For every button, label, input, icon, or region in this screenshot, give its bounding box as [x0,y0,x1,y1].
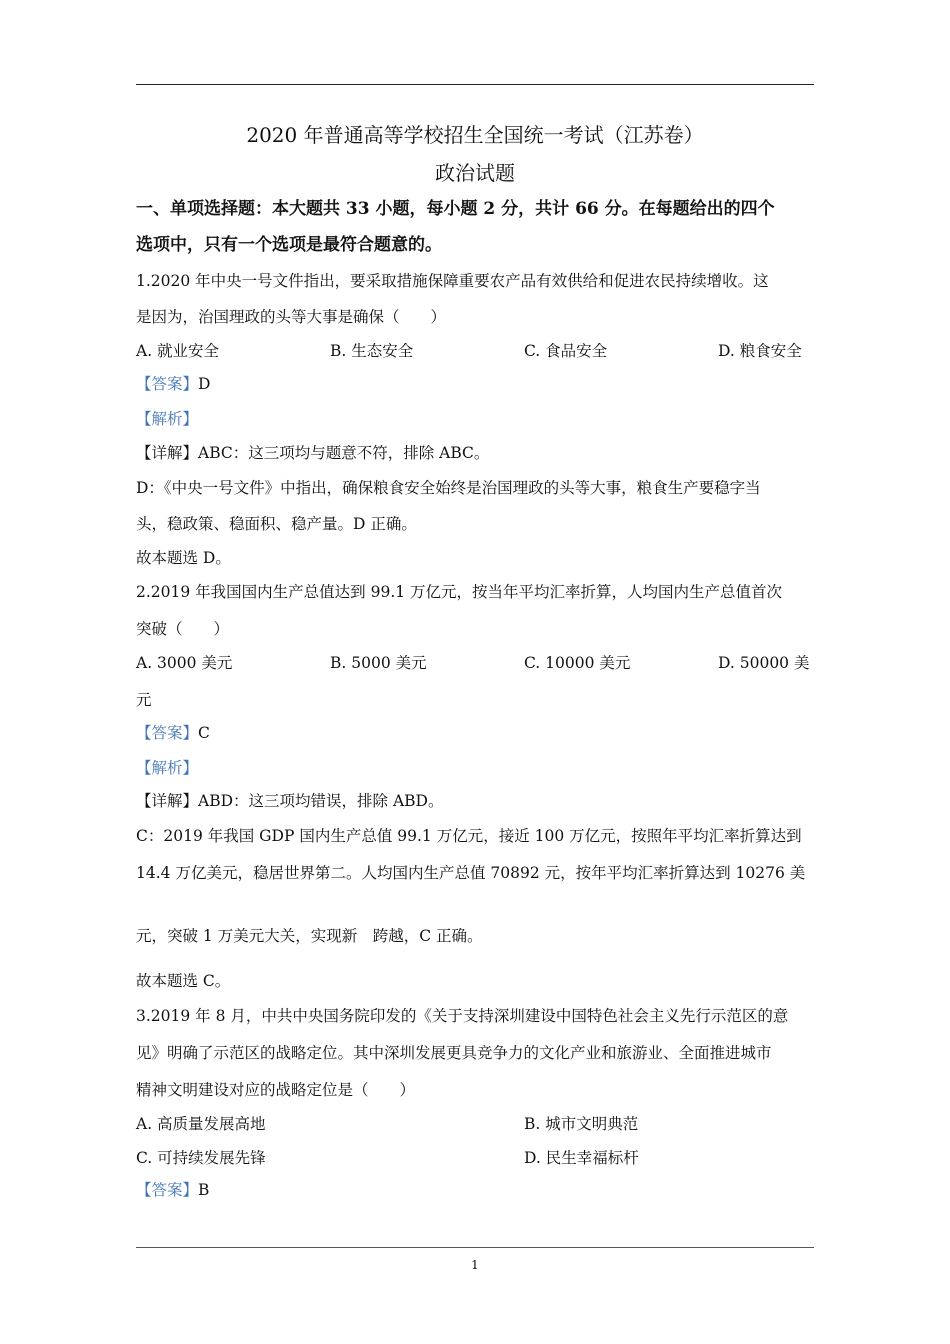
q1-detail-line2: D：《中央一号文件》中指出，确保粮食安全始终是治国理政的头等大事，粮食生产要稳字当 [136,479,761,497]
answer-label: 【答案】 [136,724,199,742]
q1-analysis-label: 【解析】 [136,410,199,428]
q2-stem-line1: 2.2019 年我国国内生产总值达到 99.1 万亿元，按当年平均汇率折算，人均国内生产总值首次 [136,583,783,601]
q1-option-c: C. 食品安全 [524,342,608,360]
q2-stem-line2: 突破（ ） [136,620,230,638]
q2-option-a: A. 3000 美元 [136,654,233,672]
q1-answer-value: D [198,375,211,393]
q1-stem-line1: 1.2020 年中央一号文件指出，要采取措施保障重要农产品有效供给和促进农民持续增收。这 [136,272,769,290]
q2-option-b: B. 5000 美元 [330,654,427,672]
q2-analysis-label: 【解析】 [136,759,199,777]
section-heading-line2: 选项中，只有一个选项是最符合题意的。 [136,235,442,255]
detail-label: 【详解】 [136,444,199,462]
q3-option-d: D. 民生幸福标杆 [524,1149,639,1167]
q2-detail-line1 [136,791,814,811]
q3-option-a: A. 高质量发展高地 [136,1115,266,1133]
answer-label: 【答案】 [136,1181,199,1199]
detail-label: 【详解】 [136,792,199,810]
q3-stem-line3: 精神文明建设对应的战略定位是（ ） [136,1081,416,1099]
q1-answer [136,374,814,394]
section-heading-line1: 一、单项选择题：本大题共 33 小题，每小题 2 分，共计 66 分。在每题给出的四个 [136,199,775,219]
q1-detail-line1 [136,443,814,463]
exam-title: 2020 年普通高等学校招生全国统一考试（江苏卷） [246,123,704,147]
q1-detail-line3: 头，稳政策、稳面积、稳产量。D 正确。 [136,515,417,533]
q2-conclusion: 故本题选 C。 [136,972,231,990]
footer-rule [136,1247,814,1248]
q3-answer-value: B [198,1181,210,1199]
q1-detail-text: ABC：这三项均与题意不符，排除 ABC。 [198,444,490,462]
q2-detail-line3: 14.4 万亿美元，稳居世界第二。人均国内生产总值 70892 元，按年平均汇率折算达到 10276 美 [136,864,806,882]
q3-option-c: C. 可持续发展先锋 [136,1149,266,1167]
q3-answer [136,1180,814,1200]
q2-option-d-wrap: 元 [136,691,152,709]
q2-detail-line4: 元，突破 1 万美元大关，实现新 跨越，C 正确。 [136,927,483,945]
q2-detail-line2: C：2019 年我国 GDP 国内生产总值 99.1 万亿元，接近 100 万亿元，按照年平均汇率折算达到 [136,827,802,845]
q2-answer [136,723,814,743]
q2-answer-value: C [198,724,210,742]
answer-label: 【答案】 [136,375,199,393]
q3-stem-line2: 见》明确了示范区的战略定位。其中深圳发展更具竞争力的文化产业和旅游业、全面推进城市 [136,1044,772,1062]
q2-detail-text: ABD：这三项均错误，排除 ABD。 [198,792,444,810]
q1-option-a: A. 就业安全 [136,342,220,360]
q1-stem-line2: 是因为，治国理政的头等大事是确保（ ） [136,308,447,326]
header-rule [136,84,814,85]
q3-option-b: B. 城市文明典范 [524,1115,639,1133]
q1-option-d: D. 粮食安全 [718,342,802,360]
q1-conclusion: 故本题选 D。 [136,549,231,567]
q2-option-d: D. 50000 美 [718,654,810,672]
q3-stem-line1: 3.2019 年 8 月，中共中央国务院印发的《关于支持深圳建设中国特色社会主义先行示范区的意 [136,1007,789,1025]
q2-option-c: C. 10000 美元 [524,654,631,672]
q1-option-b: B. 生态安全 [330,342,414,360]
exam-subtitle: 政治试题 [435,161,515,185]
page-number: 1 [471,1258,479,1272]
